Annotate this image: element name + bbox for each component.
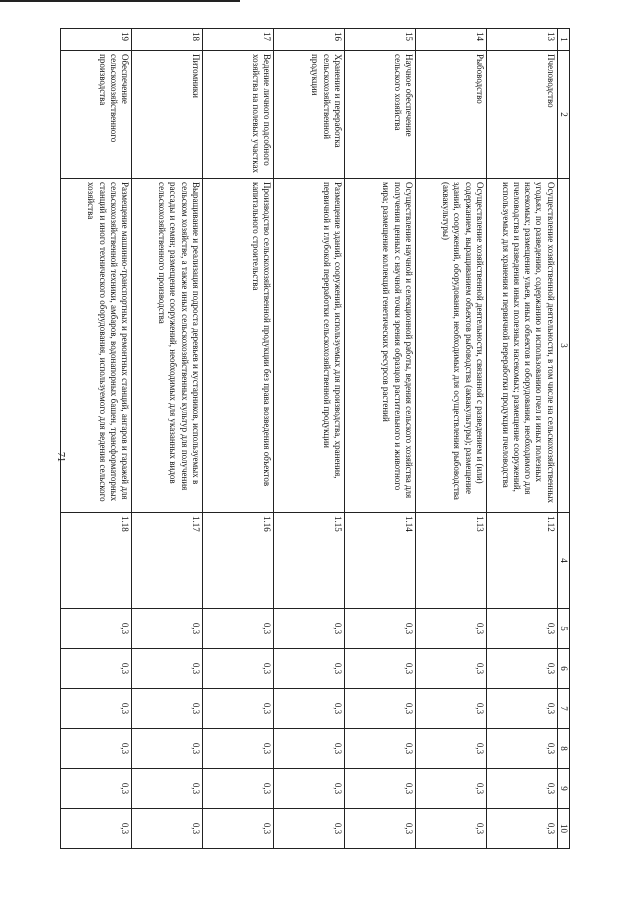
land-use-name: Научное обеспечение сельского хозяйства xyxy=(344,51,415,179)
table-row xyxy=(273,29,344,849)
col-header: 4 xyxy=(557,513,569,609)
row-number: 18 xyxy=(132,29,203,51)
coefficient: 0,3 xyxy=(415,729,486,769)
land-use-description: Осуществление хозяйственной деятельности, связанной с разведением и (или) содержанием, выращиванием объектов рыбоводства (аквакультуры); размещение зданий, сооружений, оборудования, необходимых для осуществления рыбоводства (аквакультуры) xyxy=(415,179,486,513)
col-header: 8 xyxy=(557,729,569,769)
coefficient: 0,3 xyxy=(61,729,132,769)
land-use-name: Рыбоводство xyxy=(415,51,486,179)
row-number: 14 xyxy=(415,29,486,51)
land-use-description: Производство сельскохозяйственной продукции без права возведения объектов капитального строительства xyxy=(202,179,273,513)
col-header: 2 xyxy=(557,51,569,179)
coefficient: 0,3 xyxy=(132,809,203,849)
table-row xyxy=(132,29,203,849)
coefficient: 0,3 xyxy=(202,729,273,769)
rotated-page xyxy=(60,0,640,850)
land-use-description: Выращивание и реализация подроста деревьев и кустарников, используемых в сельском хозяйстве, а также иных сельскохозяйственных культур для получения рассады и семян; размещение сооружений, необходимых для указанных видов сельскохозяйственного производства xyxy=(132,179,203,513)
coefficient: 0,3 xyxy=(486,769,557,809)
coefficient: 0,3 xyxy=(415,769,486,809)
col-header: 6 xyxy=(557,649,569,689)
coefficient: 0,3 xyxy=(202,769,273,809)
row-number: 15 xyxy=(344,29,415,51)
land-use-code: 1.14 xyxy=(344,513,415,609)
coefficient: 0,3 xyxy=(415,649,486,689)
coefficient: 0,3 xyxy=(344,729,415,769)
land-use-description: Размещение машинно-транспортных и ремонтных станций, ангаров и гаражей для сельскохозяйственной техники, амбаров, водонапорных башен, трансформаторных станций и иного технического оборудования, используемого для ведения сельского хозяйства xyxy=(61,179,132,513)
coefficient: 0,3 xyxy=(202,689,273,729)
coefficient: 0,3 xyxy=(486,729,557,769)
coefficient: 0,3 xyxy=(273,649,344,689)
row-number: 13 xyxy=(486,29,557,51)
col-header: 7 xyxy=(557,689,569,729)
coefficient: 0,3 xyxy=(415,609,486,649)
coefficient: 0,3 xyxy=(61,689,132,729)
col-header: 1 xyxy=(557,29,569,51)
coefficient: 0,3 xyxy=(202,609,273,649)
land-use-description: Осуществление хозяйственной деятельности, в том числе на сельскохозяйственных угодьях, по разведению, содержанию и использованию пчел и иных полезных насекомых; размещение ульев, иных объектов и оборудования, необходимого для пчеловодства и разведения иных полезных насекомых; размещение сооружений, используемых для хранения и первичной переработки продукции пчеловодства xyxy=(486,179,557,513)
land-use-table xyxy=(60,28,570,849)
coefficient: 0,3 xyxy=(61,649,132,689)
coefficient: 0,3 xyxy=(132,689,203,729)
coefficient: 0,3 xyxy=(273,609,344,649)
table-row xyxy=(486,29,557,849)
coefficient: 0,3 xyxy=(273,769,344,809)
coefficient: 0,3 xyxy=(486,609,557,649)
coefficient: 0,3 xyxy=(415,689,486,729)
coefficient: 0,3 xyxy=(202,809,273,849)
coefficient: 0,3 xyxy=(486,809,557,849)
land-use-name: Обеспечение сельскохозяйственного производства xyxy=(61,51,132,179)
col-header: 3 xyxy=(557,179,569,513)
table-row xyxy=(202,29,273,849)
land-use-name: Питомники xyxy=(132,51,203,179)
row-number: 16 xyxy=(273,29,344,51)
coefficient: 0,3 xyxy=(273,729,344,769)
coefficient: 0,3 xyxy=(132,729,203,769)
land-use-code: 1.16 xyxy=(202,513,273,609)
coefficient: 0,3 xyxy=(344,769,415,809)
coefficient: 0,3 xyxy=(132,609,203,649)
coefficient: 0,3 xyxy=(273,809,344,849)
row-number: 17 xyxy=(202,29,273,51)
coefficient: 0,3 xyxy=(486,689,557,729)
coefficient: 0,3 xyxy=(273,689,344,729)
table-header-row xyxy=(557,29,569,849)
page-number: 71 xyxy=(55,452,66,462)
land-use-code: 1.15 xyxy=(273,513,344,609)
coefficient: 0,3 xyxy=(202,649,273,689)
land-use-code: 1.18 xyxy=(61,513,132,609)
land-use-code: 1.17 xyxy=(132,513,203,609)
land-use-name: Ведение личного подсобного хозяйства на полевых участках xyxy=(202,51,273,179)
land-use-name: Пчеловодство xyxy=(486,51,557,179)
table-row xyxy=(344,29,415,849)
table-row xyxy=(415,29,486,849)
coefficient: 0,3 xyxy=(61,609,132,649)
coefficient: 0,3 xyxy=(344,689,415,729)
coefficient: 0,3 xyxy=(132,649,203,689)
col-header: 9 xyxy=(557,769,569,809)
coefficient: 0,3 xyxy=(344,809,415,849)
land-use-code: 1.12 xyxy=(486,513,557,609)
col-header: 5 xyxy=(557,609,569,649)
coefficient: 0,3 xyxy=(415,809,486,849)
coefficient: 0,3 xyxy=(486,649,557,689)
land-use-description: Размещение зданий, сооружений, используемых для производства, хранения, первичной и глубокой переработки сельскохозяйственной продукции xyxy=(273,179,344,513)
coefficient: 0,3 xyxy=(61,809,132,849)
coefficient: 0,3 xyxy=(61,769,132,809)
land-use-code: 1.13 xyxy=(415,513,486,609)
coefficient: 0,3 xyxy=(344,609,415,649)
coefficient: 0,3 xyxy=(344,649,415,689)
col-header: 10 xyxy=(557,809,569,849)
land-use-description: Осуществление научной и селекционной работы, ведения сельского хозяйства для получения ценных с научной точки зрения образцов растительного и животного мира; размещение коллекций генетических ресурсов растений xyxy=(344,179,415,513)
row-number: 19 xyxy=(61,29,132,51)
table-row xyxy=(61,29,132,849)
land-use-name: Хранение и переработка сельскохозяйственной продукции xyxy=(273,51,344,179)
coefficient: 0,3 xyxy=(132,769,203,809)
